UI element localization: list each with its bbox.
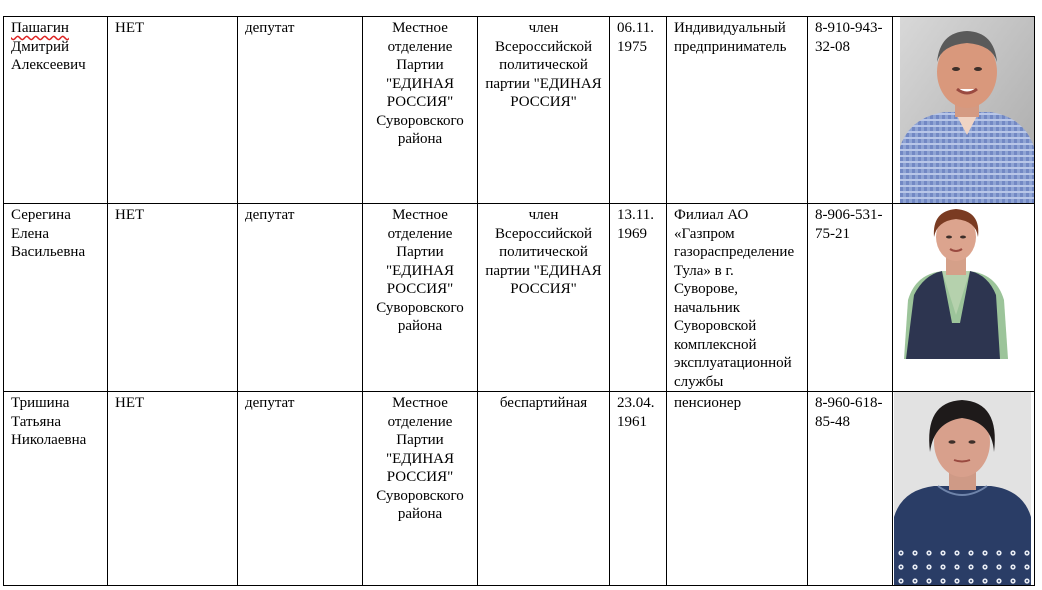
nominated-by-cell: Местное отделение Партии "ЕДИНАЯ РОССИЯ" Суворовского района: [363, 204, 478, 392]
conviction-cell: НЕТ: [108, 17, 238, 204]
patronymic: Васильевна: [11, 244, 86, 260]
candidate-photo: [894, 392, 1031, 585]
table-row: [4, 17, 1035, 204]
table-row: [4, 392, 1035, 586]
position-cell: депутат: [238, 17, 363, 204]
last-name: Тришина: [11, 395, 70, 411]
first-name: Дмитрий: [11, 38, 70, 55]
conviction-cell: НЕТ: [108, 392, 238, 586]
birth-date-cell: 13.11. 1969: [610, 204, 667, 392]
candidate-name-cell: [4, 204, 108, 392]
nominated-by-cell: Местное отделение Партии "ЕДИНАЯ РОССИЯ" Суворовского района: [363, 17, 478, 204]
first-name: Татьяна: [11, 413, 62, 430]
candidate-name-cell: [4, 392, 108, 586]
nominated-by-cell: Местное отделение Партии "ЕДИНАЯ РОССИЯ" Суворовского района: [363, 392, 478, 586]
position-cell: депутат: [238, 204, 363, 392]
position-cell: депутат: [238, 392, 363, 586]
last-name: Пашагин: [11, 20, 69, 36]
party-cell: член Всероссийской политической партии "ЕДИНАЯ РОССИЯ": [478, 204, 610, 392]
phone-cell: 8-960-618-85-48: [808, 392, 893, 586]
candidate-photo: [904, 205, 1008, 359]
phone-cell: 8-910-943-32-08: [808, 17, 893, 204]
photo-cell: [893, 204, 1035, 392]
patronymic: Алексеевич: [11, 57, 86, 73]
candidate-name-cell: [4, 17, 108, 204]
first-name: Елена: [11, 225, 49, 242]
photo-cell: [893, 392, 1035, 586]
candidates-table: [3, 16, 1035, 586]
workplace-cell: Индивидуальный предприниматель: [667, 17, 808, 204]
last-name: Серегина: [11, 207, 71, 223]
birth-date-cell: 23.04. 1961: [610, 392, 667, 586]
phone-cell: 8-906-531-75-21: [808, 204, 893, 392]
photo-cell: [893, 17, 1035, 204]
workplace-cell: пенсионер: [667, 392, 808, 586]
patronymic: Николаевна: [11, 432, 87, 448]
candidate-photo: [900, 17, 1034, 203]
birth-date-cell: 06.11. 1975: [610, 17, 667, 204]
party-cell: член Всероссийской политической партии "ЕДИНАЯ РОССИЯ": [478, 17, 610, 204]
conviction-cell: НЕТ: [108, 204, 238, 392]
table-row: [4, 204, 1035, 392]
workplace-cell: Филиал АО «Газпром газораспределение Тула» в г. Суворове, начальник Суворовской комплексной эксплуатационной службы: [667, 204, 808, 392]
party-cell: беспартийная: [478, 392, 610, 586]
